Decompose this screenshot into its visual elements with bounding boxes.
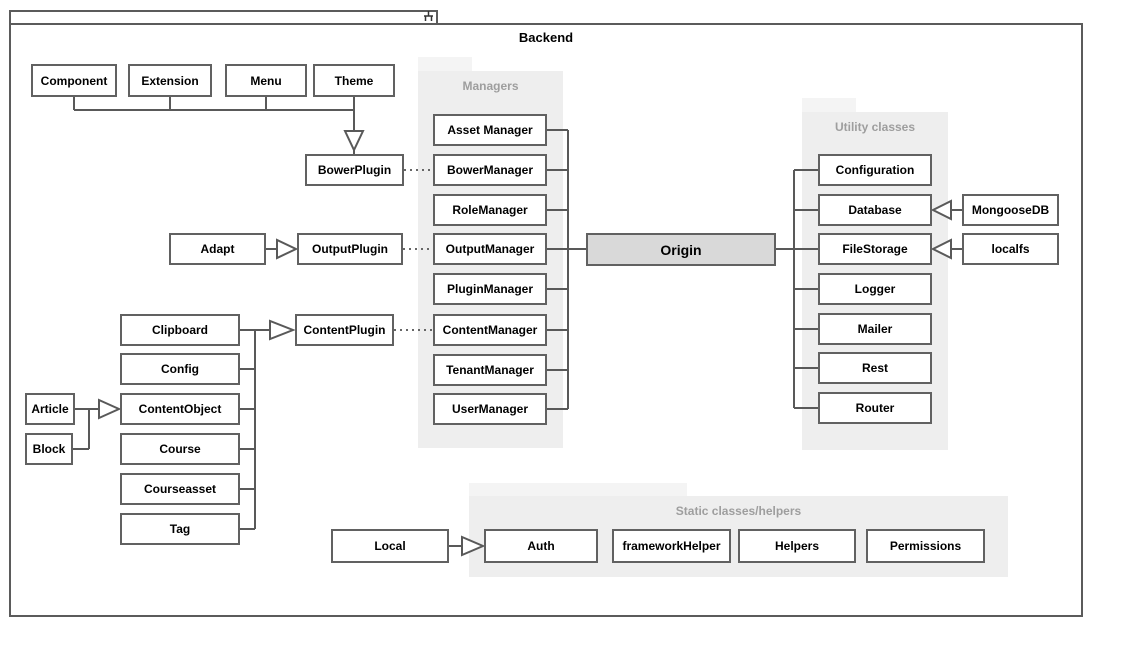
node-config[interactable]: Config <box>120 353 240 385</box>
edge-article-block-contentobject <box>73 409 99 449</box>
node-frameworkhelper[interactable]: frameworkHelper <box>612 529 731 563</box>
node-pluginmanager[interactable]: PluginManager <box>433 273 547 305</box>
node-contentmanager[interactable]: ContentManager <box>433 314 547 346</box>
node-filestorage[interactable]: FileStorage <box>818 233 932 265</box>
node-rest[interactable]: Rest <box>818 352 932 384</box>
edge-left-bus-contentplugin <box>240 330 270 529</box>
arrowhead-bowerplugin <box>345 131 363 150</box>
node-contentobject[interactable]: ContentObject <box>120 393 240 425</box>
node-clipboard[interactable]: Clipboard <box>120 314 240 346</box>
edge-utility-bus <box>776 170 818 408</box>
group-utility-title: Utility classes <box>834 120 916 134</box>
node-router[interactable]: Router <box>818 392 932 424</box>
node-database[interactable]: Database <box>818 194 932 226</box>
node-tenantmanager[interactable]: TenantManager <box>433 354 547 386</box>
node-courseasset[interactable]: Courseasset <box>120 473 240 505</box>
node-component[interactable]: Component <box>31 64 117 97</box>
arrowhead-contentobject <box>99 400 119 418</box>
node-bowermanager[interactable]: BowerManager <box>433 154 547 186</box>
arrowhead-outputplugin <box>277 240 296 258</box>
node-tag[interactable]: Tag <box>120 513 240 545</box>
node-theme[interactable]: Theme <box>313 64 395 97</box>
node-bowerplugin[interactable]: BowerPlugin <box>305 154 404 186</box>
node-origin[interactable]: Origin <box>586 233 776 266</box>
node-block[interactable]: Block <box>25 433 73 465</box>
node-assetmanager[interactable]: Asset Manager <box>433 114 547 146</box>
frame-anchor-icon <box>424 11 433 21</box>
arrowhead-database <box>933 201 951 219</box>
node-configuration[interactable]: Configuration <box>818 154 932 186</box>
node-logger[interactable]: Logger <box>818 273 932 305</box>
diagram-title: Backend <box>518 30 574 45</box>
node-article[interactable]: Article <box>25 393 75 425</box>
node-usermanager[interactable]: UserManager <box>433 393 547 425</box>
node-mongoosedb[interactable]: MongooseDB <box>962 194 1059 226</box>
node-localfs[interactable]: localfs <box>962 233 1059 265</box>
node-outputplugin[interactable]: OutputPlugin <box>297 233 403 265</box>
arrowhead-filestorage <box>933 240 951 258</box>
node-mailer[interactable]: Mailer <box>818 313 932 345</box>
group-managers-title: Managers <box>462 79 519 93</box>
node-permissions[interactable]: Permissions <box>866 529 985 563</box>
node-rolemanager[interactable]: RoleManager <box>433 194 547 226</box>
edge-top-to-bowerplugin <box>74 97 354 154</box>
node-helpers[interactable]: Helpers <box>738 529 856 563</box>
edge-managers-bus <box>547 130 586 409</box>
node-outputmanager[interactable]: OutputManager <box>433 233 547 265</box>
arrowhead-auth <box>462 537 483 555</box>
node-adapt[interactable]: Adapt <box>169 233 266 265</box>
node-menu[interactable]: Menu <box>225 64 307 97</box>
arrowhead-contentplugin <box>270 321 293 339</box>
node-course[interactable]: Course <box>120 433 240 465</box>
node-contentplugin[interactable]: ContentPlugin <box>295 314 394 346</box>
node-auth[interactable]: Auth <box>484 529 598 563</box>
node-extension[interactable]: Extension <box>128 64 212 97</box>
group-static-title: Static classes/helpers <box>675 504 802 518</box>
node-local[interactable]: Local <box>331 529 449 563</box>
